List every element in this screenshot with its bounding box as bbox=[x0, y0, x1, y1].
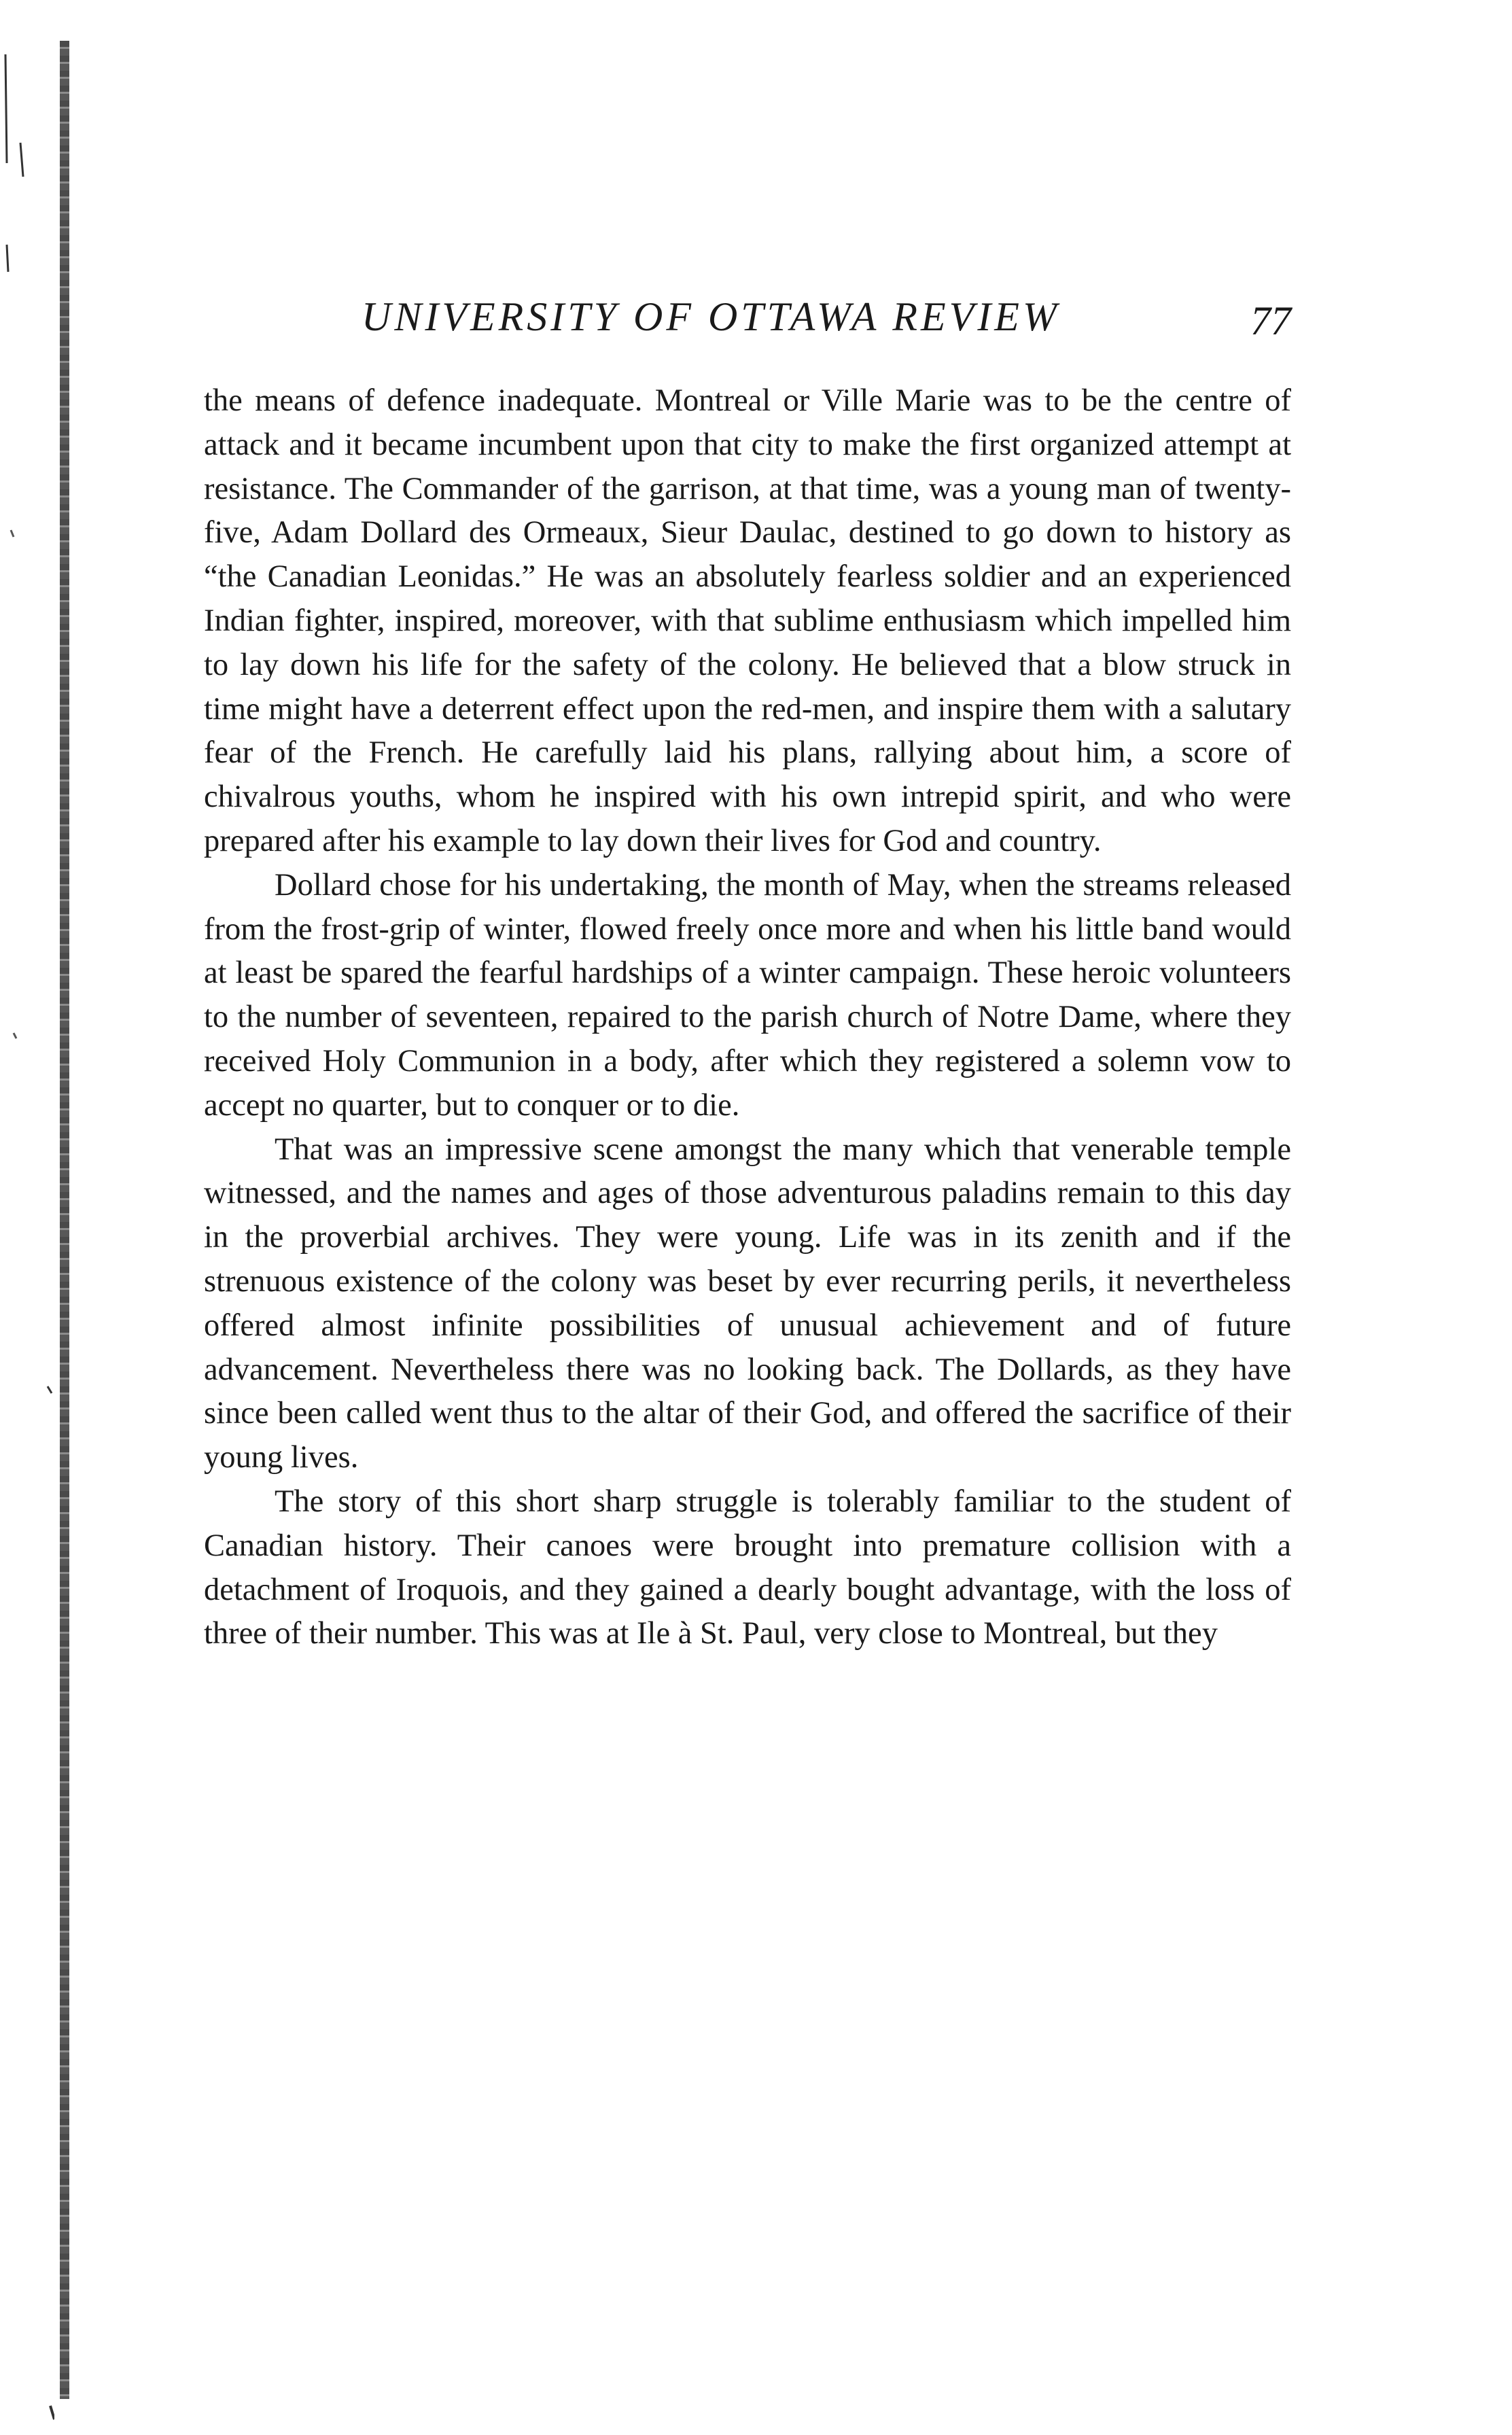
paragraph: The story of this short sharp struggle is tolerably familiar to the student of Canadian history. Their canoes were brought into premature collision with a detachment of Iroquois, and they gained a dearly bought advantage, with the loss of three of their number. This was at Ile à St. Paul, very close to Montreal, but they bbox=[204, 1484, 1291, 1651]
paragraph: Dollard chose for his undertaking, the month of May, when the streams released from the frost-grip of winter, flowed freely once more and when his little band would at least be spared the fearful hardships of a winter campaign. These heroic volunteers to the number of seventeen, repaired to the parish church of Notre Dame, where they received Holy Communion in a body, after which they registered a solemn vow to accept no quarter, but to conquer or to die. bbox=[204, 867, 1291, 1123]
paragraph: That was an impressive scene amongst the many which that venerable temple witnessed, and the names and ages of those adventurous paladins remain to this day in the proverbial archives. They were young. Life was in its zenith and if the strenuous existence of the colony was beset by ever recurring perils, it nevertheless offered almost infinite possibilities of unusual achievement and of future advancement. Nevertheless there was no looking back. The Dollards, as they have since been called went thus to the altar of their God, and offered the sacrifice of their young lives. bbox=[204, 1132, 1291, 1475]
scan-margin-marks bbox=[0, 0, 54, 2435]
page-header bbox=[204, 294, 1291, 362]
page-number: 77 bbox=[1250, 298, 1291, 343]
paragraph: the means of defence inadequate. Montreal or Ville Marie was to be the centre of attack and it became incumbent upon that city to make the first organized attempt at resistance. The Commander of the garrison, at that time, was a young man of twenty-five, Adam Dollard des Ormeaux, Sieur Daulac, destined to go down to history as “the Canadian Leonidas.” He was an absolutely fearless soldier and an experienced Indian fighter, inspired, moreover, with that sublime enthusiasm which impelled him to lay down his life for the safety of the colony. He believed that a blow struck in time might have a deterrent effect upon the red-men, and inspire them with a salutary fear of the French. He carefully laid his plans, rallying about him, a score of chivalrous youths, whom he inspired with his own intrepid spirit, and who were prepared after his example to lay down their lives for God and country. bbox=[204, 383, 1291, 858]
page-body bbox=[204, 379, 1291, 1656]
binding-edge bbox=[60, 41, 69, 2399]
running-title: UNIVERSITY OF OTTAWA REVIEW bbox=[362, 294, 1060, 339]
